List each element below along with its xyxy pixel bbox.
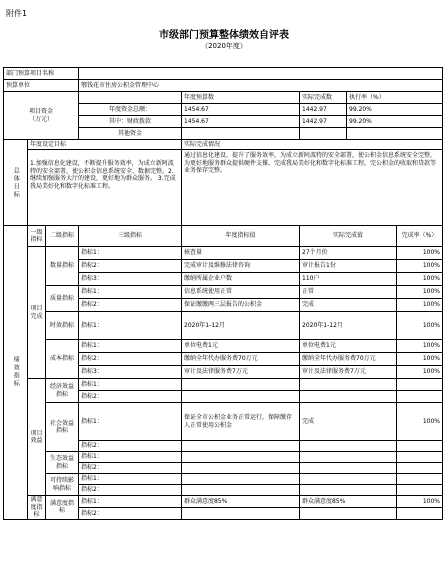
row-target: 2020年1-12月 [182, 312, 300, 340]
perf-header-score: 完成率（%） [397, 226, 443, 247]
row-target: 审计及法律服务费7万元 [182, 366, 300, 379]
row-score: 100% [397, 273, 443, 286]
row-indicator: 指标3： [79, 273, 182, 286]
budget-header-actual: 实际完成数 [300, 92, 347, 104]
page-subtitle: （2020年度） [201, 42, 247, 50]
row-score [397, 508, 443, 519]
row-target: 完成审计及维修法律咨询 [182, 260, 300, 273]
row-indicator: 指标1： [79, 286, 182, 299]
row-actual: 审计报告1份 [300, 260, 397, 273]
perf-header-actual: 实际完成值 [300, 226, 397, 247]
cat-time: 时效指标 [46, 312, 79, 340]
row-indicator: 指标1： [79, 247, 182, 260]
cat-quantity: 数量指标 [46, 247, 79, 286]
row-score [397, 441, 443, 452]
row-indicator: 指标2： [79, 463, 182, 474]
row-target [182, 474, 300, 485]
cat-satisfaction: 满意度指标 [46, 496, 79, 520]
group-effect: 项目效益 [28, 379, 46, 496]
group-satisfaction: 满意度指标 [28, 496, 46, 520]
row-indicator: 指标1： [79, 340, 182, 353]
budget-other-actual [300, 128, 347, 140]
perf-header-l3: 三级指标 [79, 226, 182, 247]
row-actual: 27个月价 [300, 247, 397, 260]
unit-value: 鄂钱花市住房公积金管理中心 [79, 80, 443, 92]
budget-header-annual: 年度预算数 [182, 92, 300, 104]
row-indicator: 指标3： [79, 366, 182, 379]
budget-label: 项目资金 （万元） [4, 92, 79, 140]
cat-sustainable: 可持续影响指标 [46, 474, 79, 496]
budget-fiscal-label: 其中：财政拨款 [79, 116, 182, 128]
row-actual: 完成 [300, 403, 397, 441]
row-target: 保证全市公积金业务正常运行，保障缴存人正常使用公积金 [182, 403, 300, 441]
row-actual: 单位电费1元 [300, 340, 397, 353]
row-actual: 群众满意度85% [300, 496, 397, 508]
row-actual [300, 379, 397, 391]
row-actual [300, 463, 397, 474]
row-indicator: 指标1： [79, 312, 182, 340]
budget-other-annual [182, 128, 300, 140]
row-score: 100% [397, 299, 443, 312]
row-score [397, 391, 443, 403]
row-actual: 完成 [300, 299, 397, 312]
row-actual: 缴纳全年代办服务费70万元 [300, 353, 397, 366]
row-target: 核查量 [182, 247, 300, 260]
row-indicator: 指标1： [79, 403, 182, 441]
row-target [182, 379, 300, 391]
cat-social: 社会效益指标 [46, 403, 79, 452]
row-actual [300, 441, 397, 452]
budget-total-actual: 1442.97 [300, 104, 347, 116]
row-score: 100% [397, 247, 443, 260]
row-indicator: 指标2： [79, 353, 182, 366]
row-actual [300, 391, 397, 403]
row-actual: 110户 [300, 273, 397, 286]
row-score: 100% [397, 403, 443, 441]
perf-header-target: 年度指标值 [182, 226, 300, 247]
goals-done-header: 实际完成情况 [182, 140, 443, 150]
attachment-label: 附件1 [6, 9, 28, 18]
row-indicator: 指标1： [79, 496, 182, 508]
row-indicator: 指标1： [79, 379, 182, 391]
row-target: 缴纳所属企业户数 [182, 273, 300, 286]
cat-economic: 经济效益指标 [46, 379, 79, 403]
row-indicator: 指标2： [79, 260, 182, 273]
row-target: 信息系统使用正常 [182, 286, 300, 299]
row-actual [300, 508, 397, 519]
budget-other-rate [347, 128, 443, 140]
row-score [397, 379, 443, 391]
row-score [397, 474, 443, 485]
row-target [182, 508, 300, 519]
row-score: 100% [397, 496, 443, 508]
row-score [397, 452, 443, 463]
row-actual [300, 452, 397, 463]
page-title: 市级部门预算整体绩效自评表 [159, 30, 289, 41]
goals-done-text: 通过信息化建设，提升了服务效率，为成立新阿波特的安全部署，使公积金信息系统安全完整，为更好地服务群众提供硬件支撑，完成我局美好化和数字化标准工程，完公积金的收取和贷款等业务保存完整。 [182, 150, 443, 226]
row-actual: 正常 [300, 286, 397, 299]
unit-label: 预算单位 [4, 80, 79, 92]
dept-name-value [79, 68, 443, 80]
row-score [397, 463, 443, 474]
row-indicator: 指标2： [79, 485, 182, 496]
evaluation-table [3, 67, 443, 520]
budget-other-label: 其他资金 [79, 128, 182, 140]
row-score: 100% [397, 340, 443, 353]
budget-header-rate: 执行率（%） [347, 92, 443, 104]
row-score: 100% [397, 286, 443, 299]
row-target: 缴纳全年代办服务费70万元 [182, 353, 300, 366]
perf-header-l1: 一级指标 [28, 226, 46, 247]
row-target [182, 485, 300, 496]
group-output: 项目完成 [28, 247, 46, 379]
budget-fiscal-actual: 1442.97 [300, 116, 347, 128]
row-target: 群众满意度85% [182, 496, 300, 508]
row-score: 100% [397, 312, 443, 340]
row-score [397, 485, 443, 496]
row-score: 100% [397, 366, 443, 379]
row-target [182, 463, 300, 474]
row-indicator: 指标1： [79, 474, 182, 485]
dept-name-label: 部门预算项目名称 [4, 68, 79, 80]
row-actual [300, 474, 397, 485]
row-actual: 2020年1-12月 [300, 312, 397, 340]
goals-set-header: 年度设定目标 [28, 140, 182, 150]
row-indicator: 指标2： [79, 508, 182, 519]
budget-fiscal-annual: 1454.67 [182, 116, 300, 128]
row-actual: 审计及法律服务费7万元 [300, 366, 397, 379]
row-target [182, 391, 300, 403]
budget-blank-head [79, 92, 182, 104]
row-indicator: 指标2： [79, 391, 182, 403]
goals-label: 总体目标 [4, 140, 28, 226]
row-target [182, 452, 300, 463]
perf-label: 绩效指标 [4, 226, 28, 520]
goals-set-text: 1.加强信息化建设，不断提升服务效率，为成立新阿波特的安全部署，使公积金信息系统安全、数据完整。2.继续加强服务大厅的建设，更好地为群众服务。 3.完成我局美好化和数字化标准工程。 [28, 150, 182, 226]
budget-fiscal-rate: 99.20% [347, 116, 443, 128]
row-actual [300, 485, 397, 496]
row-indicator: 指标2： [79, 299, 182, 312]
cat-quality: 质量指标 [46, 286, 79, 312]
perf-header-l2: 二级指标 [46, 226, 79, 247]
budget-total-label: 年度资金总额： [79, 104, 182, 116]
cat-ecological: 生态效益指标 [46, 452, 79, 474]
budget-total-rate: 99.20% [347, 104, 443, 116]
row-target: 单位电费1元 [182, 340, 300, 353]
row-target [182, 441, 300, 452]
cat-cost: 成本指标 [46, 340, 79, 379]
row-target: 保证缴缴两三层报告的公积金 [182, 299, 300, 312]
budget-total-annual: 1454.67 [182, 104, 300, 116]
row-indicator: 指标1： [79, 452, 182, 463]
row-score: 100% [397, 353, 443, 366]
row-indicator: 指标2： [79, 441, 182, 452]
row-score: 100% [397, 260, 443, 273]
